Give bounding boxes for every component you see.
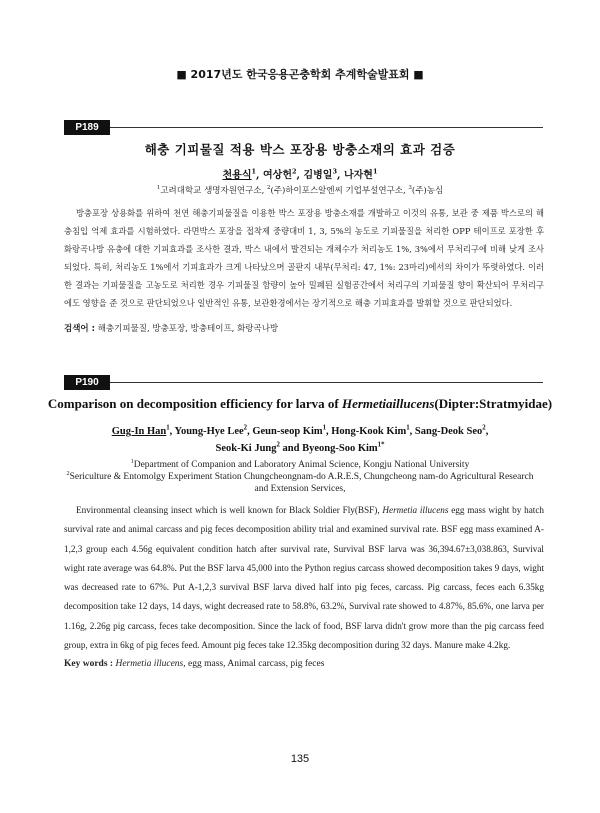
aff-text: (주)하이포스알엔씨 기업부설연구소,	[270, 186, 409, 196]
aff-text: Department of Companion and Laboratory Animal Science, Kongju National University	[133, 460, 470, 470]
title-species: Hermetiaillucens	[341, 396, 435, 411]
abstract-paragraph	[64, 501, 544, 655]
author-sep: ,	[169, 426, 175, 437]
keywords-text: 해충기피물질, 방충포장, 방충테이프, 화랑곡나방	[97, 324, 279, 334]
page-number: 135	[290, 753, 310, 765]
author-line	[0, 440, 600, 457]
author-sup: 1*	[377, 441, 385, 449]
affiliation-line	[60, 459, 540, 471]
aff-text: (주)농심	[411, 186, 444, 196]
affiliation-line	[60, 471, 540, 495]
keywords-label: 검색어 :	[64, 324, 95, 334]
author-sep: ,	[247, 426, 253, 437]
aff-text: Sericulture & Entomolgy Experiment Station Chungcheongnam-do A.R.E.S, Chungcheong nam-do Agricultural Research and Extension Services,	[69, 472, 534, 494]
author-name: 김병일	[303, 170, 333, 181]
affiliations	[60, 459, 540, 495]
author-sep: ,	[485, 426, 489, 437]
author-sup: 2	[482, 424, 486, 432]
abstract-paragraph: 방충포장 상용화를 위하여 천연 해충기피물질을 이용한 박스 포장용 방충소재를 개발하고 이것의 유통, 보관 중 제품 박스로의 해충침입 억제 효과를 시험하였다. 라면박스 포장을 접착제 중량대비 1, 3, 5%의 농도로 기피물질을 처리한 OPP 테이프로 포장한 후 화랑곡나방 유충에 대한 기피효과를 조사한 결과, 박스 내에서 발견되는 개체수가 처리농도 1%, 3%에서 무처리구에 비해 낮게 조사되었다. 특히, 처리농도 1%에서 기피효과가 크게 나타났으며 골판지 내부(무처리: 47, 1%: 23마리)에서의 차이가 뚜렷하였다. 이러한 결과는 기피물질을 고농도로 처리한 경우 기피물질 함량이 높아 밀폐된 실험공간에서 처리구의 기피물질 향이 확산되어 무처리구에도 영향을 준 것으로 판단되었으나 일반적인 유통, 보관환경에서는 장기적으로 해충 기피효과를 발휘할 것으로 판단되었다.	[64, 208, 544, 308]
author-sup: 3	[332, 167, 337, 176]
author-sup: 1	[372, 167, 378, 176]
aff-sup: 3	[408, 185, 412, 192]
title-text: (Dipter:Stratmyidae)	[434, 396, 553, 411]
author-name: 천용식	[222, 170, 252, 181]
author-sup: 1	[406, 424, 410, 432]
author-line	[0, 423, 600, 440]
author-list: 천용식$^1$, 여상헌$^2$, 김병일$^3$, 나자현$^1$	[222, 167, 378, 181]
author-sup: 1	[322, 424, 327, 432]
author-name: Sang-Deok Seo	[414, 426, 483, 437]
aff-sup: 2	[266, 185, 271, 192]
abstract-title	[0, 396, 600, 412]
keywords	[64, 322, 544, 334]
aff-sup: 2	[66, 470, 70, 477]
author-name: Gug-In Han	[111, 426, 167, 437]
keywords	[64, 659, 544, 669]
abstract-body	[64, 501, 544, 655]
abstract-id-tag: P189	[64, 120, 110, 135]
keywords-text: egg mass, Animal carcass, pig feces	[185, 659, 325, 669]
abstract-id-tag: P190	[64, 375, 110, 390]
aff-text: 고려대학교 생명자원연구소,	[160, 186, 267, 196]
author-sep: ,	[409, 426, 415, 437]
conference-header: ■ 2017년도 한국응용곤충학회 추계학술발표회 ■	[176, 68, 424, 81]
body-text: Environmental cleansing insect which is well known for Black Soldier Fly(BSF),	[76, 505, 383, 515]
author-name: Young-Hye Lee	[174, 426, 244, 437]
body-species: Hermetia illucens	[382, 505, 449, 515]
author-name: Hong-Kook Kim	[331, 426, 407, 437]
aff-sup: 1	[130, 458, 134, 465]
author-name: 여상헌	[263, 170, 292, 181]
keywords-label: Key words :	[64, 659, 114, 669]
author-sep: ,	[326, 426, 332, 437]
aff-sup: 1	[156, 185, 161, 192]
abstract-body	[64, 204, 544, 312]
body-text: egg mass wight by hatch survival rate and animal carcass and pig feces decomposition ability trial and examined survival rate. BSF egg mass examined A-1,2,3 group each 4.56g equivalent condition hatch after survival rate, Survival BSF larva was 36,394.67±3,038.863, Survival wight rate average was 64.8%. Put the BSF larva 45,000 into the Python regius carcass showed decomposition takes 9 days, wight was decreased rate to 67%. Put A-1,2,3 survival BSF larva dived half into pig feces, carcass. Pig carcass, feces each 6.35kg decomposition take 12 days, 14 days, wight decreased rate to 58.8%, 63.2%, Survival rate showed to 4.87%, 85.6%, one larva per 1.16g, 2.26g pig carcass, feces take decomposition. Since the lack of food, BSF larva didn't grow more than the pig carcass feed group, extra in 6kg of pig feces feed. Amount pig feces take 12.35kg decomposition during 32 days. Manure make 4.2kg.	[64, 505, 544, 651]
divider	[110, 127, 543, 128]
author-sup: 1	[166, 424, 170, 432]
affiliations	[0, 184, 600, 196]
author-sep: and	[279, 443, 303, 454]
author-sup: 2	[243, 424, 248, 432]
author-sup: 2	[276, 441, 280, 449]
author-sup: 2	[291, 167, 297, 176]
author-list	[0, 423, 600, 457]
author-sup: 1	[251, 167, 257, 176]
keywords-species: Hermetia illucens,	[115, 659, 186, 669]
author-name: Seok-Ki Jung	[215, 443, 277, 454]
author-name: 나자현	[343, 170, 373, 181]
abstract-title: 해충 기피물질 적용 박스 포장용 방충소재의 효과 검증	[144, 142, 456, 157]
author-name: Byeong-Soo Kim	[302, 443, 378, 454]
divider	[110, 382, 543, 383]
title-text: Comparison on decomposition efficiency for larva of	[47, 396, 342, 411]
author-name: Geun-seop Kim	[252, 426, 323, 437]
